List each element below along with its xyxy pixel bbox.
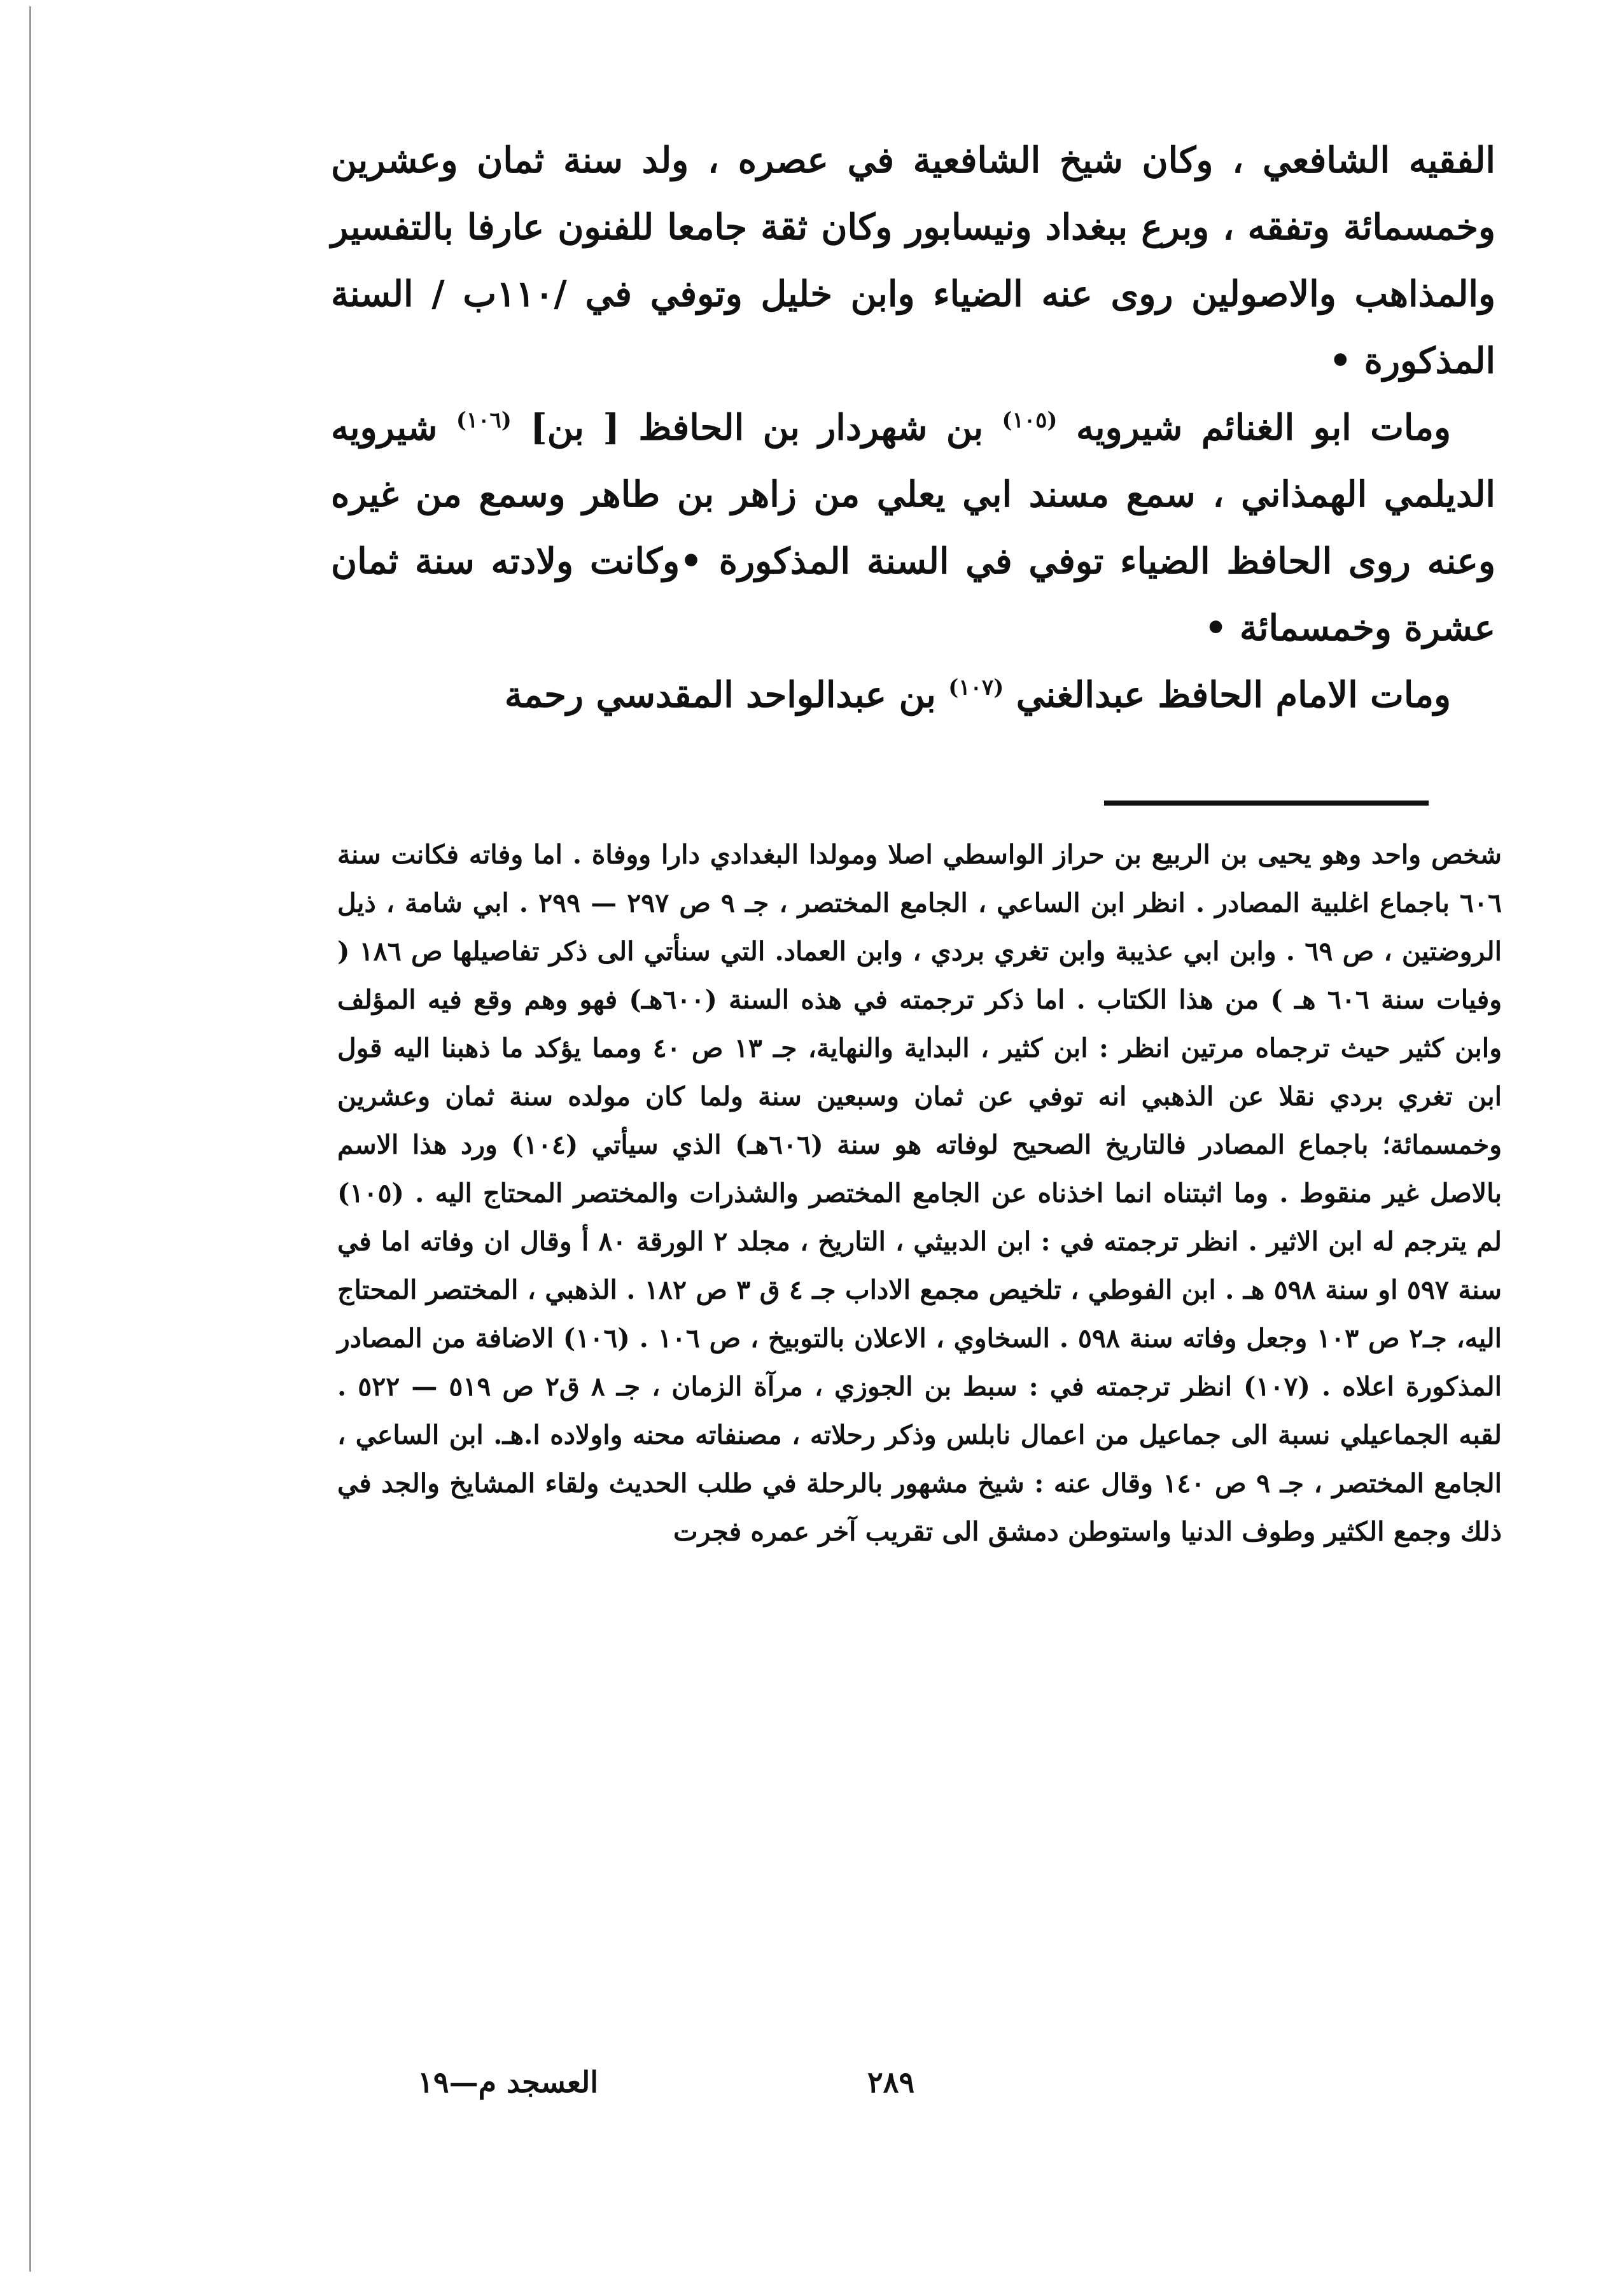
main-paragraph-2-part-c: شيرويه الديلمي الهمذاني ، سمع مسند ابي يعلي من زاهر بن طاهر وسمع من غيره وعنه روى الحافظ الضياء توفي في السنة المذكورة •وكانت ولادته سنة ثمان عشرة وخمسمائة • xyxy=(331,407,1495,649)
main-paragraph-2-part-b: بن شهردار بن الحافظ [ بن] xyxy=(530,407,984,449)
footnote-ref-105: (١٠٥) xyxy=(1002,407,1058,433)
page-edge-line xyxy=(29,6,31,2272)
main-paragraph-3-part-a: ومات الامام الحافظ عبدالغني xyxy=(1016,674,1451,716)
footnote-separator-rule xyxy=(1104,801,1429,806)
footer-signature: العسجد م—١٩ xyxy=(417,2065,598,2099)
main-paragraph-1: الفقيه الشافعي ، وكان شيخ الشافعية في عصره ، ولد سنة ثمان وعشرين وخمسمائة وتفقه ، وبرع ببغداد ونيسابور وكان ثقة جامعا للفنون عارفا بالتفسير والمذاهب والاصولين روى عنه الضياء وابن خليل وتوفي في /١١٠ب / السنة المذكورة • xyxy=(331,139,1495,382)
footnotes-block: شخص واحد وهو يحيى بن الربيع بن حراز الواسطي اصلا ومولدا البغدادي دارا ووفاة . اما وفاته فكانت سنة ٦٠٦ باجماع اغلبية المصادر . انظر ابن الساعي ، الجامع المختصر ، جـ ٩ ص ٢٩٧ — ٢٩٩ . ابي شامة ، ذيل الروضتين ، ص ٦٩ . وابن ابي عذيبة وابن تغري بردي ، وابن العماد. التي سنأتي الى ذكر تفاصيلها ص ١٨٦ ( وفيات سنة ٦٠٦ هـ ) من هذا الكتاب . اما ذكر ترجمته في هذه السنة (٦٠٠هـ) فهو وهم وقع فيه المؤلف وابن كثير حيث ترجماه مرتين انظر : ابن كثير ، البداية والنهاية، جـ ١٣ ص ٤٠ ومما يؤكد ما ذهبنا اليه قول ابن تغري بردي نقلا عن الذهبي انه توفي عن ثمان وسبعين سنة ولما كان مولده سنة ثمان وعشرين وخمسمائة؛ باجماع المصادر فالتاريخ الصحيح لوفاته هو سنة (٦٠٦هـ) الذي سيأتي (١٠٤) ورد هذا الاسم بالاصل غير منقوط . وما اثبتناه انما اخذناه عن الجامع المختصر والشذرات والمختصر المحتاج اليه . (١٠٥) لم يترجم له ابن الاثير . انظر ترجمته في : ابن الدبيثي ، التاريخ ، مجلد ٢ الورقة ٨٠ أ وقال ان وفاته اما في سنة ٥٩٧ او سنة ٥٩٨ هـ . ابن الفوطي ، تلخيص مجمع الاداب جـ ٤ ق ٣ ص ١٨٢ . الذهبي ، المختصر المحتاج اليه، جـ٢ ص ١٠٣ وجعل وفاته سنة ٥٩٨ . السخاوي ، الاعلان بالتوبيخ ، ص ١٠٦ . (١٠٦) الاضافة من المصادر المذكورة اعلاه . (١٠٧) انظر ترجمته في : سبط بن الجوزي ، مرآة الزمان ، جـ ٨ ق٢ ص ٥١٩ — ٥٢٢ . لقبه الجماعيلي نسبة الى جماعيل من اعمال نابلس وذكر رحلاته ، مصنفاته محنه واولاده ا.هـ. ابن الساعي ، الجامع المختصر ، جـ ٩ ص ١٤٠ وقال عنه : شيخ مشهور بالرحلة في طلب الحديث ولقاء المشايخ والجد في ذلك وجمع الكثير وطوف الدنيا واستوطن دمشق الى تقريب آخر عمره فجرت xyxy=(337,839,1502,1547)
main-text-body xyxy=(331,127,1495,729)
page-number: ٢٨٩ xyxy=(867,2065,915,2099)
main-paragraph-2 xyxy=(331,395,1495,662)
main-paragraph-2-part-a: ومات ابو الغنائم شيرويه xyxy=(1075,407,1452,449)
main-paragraph-3-part-b: بن عبدالواحد المقدسي رحمة xyxy=(504,674,936,716)
footnote-ref-107: (١٠٧) xyxy=(948,675,1004,701)
footnote-ref-106: (١٠٦) xyxy=(456,407,512,433)
main-paragraph-3 xyxy=(331,662,1495,729)
